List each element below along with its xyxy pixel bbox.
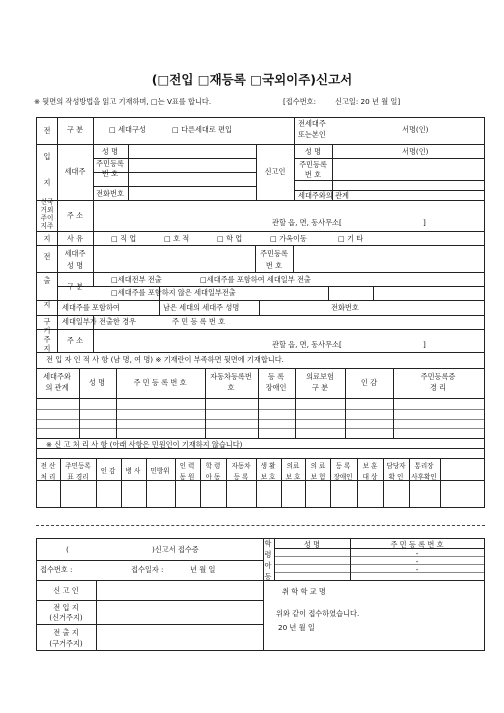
receipt-date: 20 년 월 일 [278, 623, 315, 632]
category-label: 구 분 [66, 125, 84, 134]
proc-col-1-top: 주민등록 [65, 462, 91, 470]
receipt-title-left: ( [66, 545, 69, 554]
notice-text: ※ 뒷면의 작성방법을 읽고 기재하며, □는 V표를 합니다. [34, 97, 212, 106]
option-household-form[interactable]: □ 세대구성 [109, 125, 146, 134]
proc-col-14-top: 통리장 [414, 462, 434, 470]
receipt-out-a: 전 출 지 [53, 628, 79, 637]
col-relation-top: 세대주와 [43, 372, 71, 381]
proc-col-5-bot: 동 원 [179, 473, 195, 481]
proc-col-11-bot: 장애인 [333, 473, 353, 481]
householder-label: 세대주 [64, 167, 86, 176]
out-admin-bracket: ] [423, 340, 426, 349]
reason-label: 사 유 [66, 234, 84, 243]
receipt-number: 접수번호 : [40, 565, 73, 574]
reason-house-move[interactable]: □ 가옥이동 [270, 234, 307, 243]
receipt-school-name: 취 학 학 교 명 [282, 587, 326, 596]
out-rrn-label-top: 주민등록 [260, 249, 288, 258]
proc-col-1-bot: 표 경리 [67, 473, 89, 481]
reporter-rrn-label-bottom: 번 호 [304, 170, 322, 179]
admin-office-label: 관할 읍, 면, 동사무소[ [272, 218, 342, 227]
school-side-2: 령 [264, 550, 272, 559]
out-side-4: 구 [43, 317, 51, 326]
proc-col-11-top: 등 록 [335, 462, 351, 470]
hh-rrn-label-top: 주민등록 [96, 159, 124, 168]
partial-move-label: 세대일부가 전출한 경우 [62, 317, 137, 326]
proc-col-7-top: 자동차 [231, 462, 251, 470]
proc-col-7-bot: 등 록 [233, 473, 249, 481]
processing-heading: ※ 신 고 처 리 사 항 (아래 사항은 민원인이 기재하지 않습니다) [46, 440, 243, 449]
receipt-out-b: (구거주지) [49, 639, 83, 648]
col-seal: 인 감 [360, 378, 378, 387]
proc-col-10-bot: 보 험 [310, 473, 326, 481]
receipt-in-b: (신거주지) [49, 613, 83, 622]
proc-col-9-top: 의료 [286, 462, 300, 470]
reason-job[interactable]: □ 직 업 [111, 234, 137, 243]
head-householder-top: 전세대주 [298, 119, 326, 128]
side-char-7: 지주 [40, 222, 54, 230]
proc-col-8-bot: 보 호 [260, 473, 276, 481]
col-relation-bottom: 의 관계 [45, 383, 69, 392]
report-date-label: 신고일: 20 년 월 일] [335, 97, 401, 106]
proc-col-4: 민방위 [150, 467, 170, 475]
reason-other[interactable]: □ 기 타 [338, 234, 364, 243]
school-side-3: 아 [264, 561, 272, 570]
out-address-label: 주 소 [66, 336, 84, 345]
rrn-dash-1: - [415, 549, 419, 558]
admin-bracket: ] [423, 218, 426, 227]
col-idcard-top: 주민등록증 [420, 372, 456, 381]
out-phone-label: 전화번호 [331, 303, 359, 312]
proc-col-10-top: 의 료 [310, 462, 326, 470]
cut-line [36, 525, 485, 526]
reporter-name-label: 성 명 [304, 147, 322, 156]
proc-col-12-bot: 대 상 [362, 473, 378, 481]
option-partial-with-hh[interactable]: □세대주를 포함하여 세대일부 전출 [200, 275, 311, 284]
reporter-label: 신고인 [264, 167, 286, 176]
out-hh-label-top: 세대주 [64, 249, 86, 258]
receipt-reporter: 신 고 인 [53, 586, 79, 595]
reporter-rrn-label-top: 주민등록 [299, 160, 327, 169]
relation-label: 세대주와의 관계 [298, 191, 349, 200]
col-name: 성 명 [88, 378, 106, 387]
receipt-ymd: 년 월 일 [190, 565, 216, 574]
out-side-6: 주 [43, 335, 51, 344]
proc-col-3: 병 사 [125, 467, 141, 475]
signature-2[interactable]: 서명(인) [402, 147, 429, 156]
proc-col-6-top: 학 령 [205, 462, 221, 470]
proc-col-14-bot: 사후확인 [411, 473, 437, 481]
rrn-dash-2: - [415, 557, 419, 566]
col-insurance-top: 의료보험 [306, 372, 334, 381]
out-category-label: 구 분 [66, 282, 84, 291]
col-rrn: 주 민 등 록 번 호 [133, 378, 187, 387]
side-char-2: 입 [43, 152, 51, 161]
option-join-household[interactable]: □ 다른세대로 편입 [172, 125, 232, 134]
out-hh-label-bottom: 성 명 [66, 261, 84, 270]
col-disabled-top: 등 록 [267, 372, 285, 381]
side-char-1: 전 [43, 126, 51, 135]
hh-rrn-label-bottom: 번 호 [101, 169, 119, 178]
head-householder-bottom: 또는본인 [298, 130, 326, 139]
receipt-confirm: 위와 같이 접수하였습니다. [276, 609, 360, 618]
out-admin-office-label: 관할 읍, 면, 동사무소[ [272, 340, 342, 349]
side-char-6: 주이 [40, 214, 54, 222]
include-hh-label: 세대주를 포함하여 [62, 303, 120, 312]
side-char-4: 신국 [40, 198, 54, 206]
proc-col-2: 인 감 [100, 467, 116, 475]
out-side-1: 전 [43, 252, 51, 261]
side-char-3: 지 [43, 178, 51, 187]
out-side-7: 지 [43, 344, 51, 353]
proc-col-0-top: 전 산 [40, 462, 56, 470]
receipt-number-label: [접수번호: [283, 97, 316, 106]
col-car-bottom: 호 [227, 383, 235, 392]
school-side-4: 동 [264, 572, 272, 581]
receipt-name-header: 성 명 [303, 540, 321, 549]
col-insurance-bottom: 구 분 [311, 383, 329, 392]
proc-col-13-bot: 확 인 [388, 473, 404, 481]
proc-col-6-bot: 아 동 [205, 473, 221, 481]
proc-col-9-bot: 보 호 [285, 473, 301, 481]
form-title: (□전입 □재등록 □국외이주)신고서 [151, 72, 353, 87]
proc-col-13-top: 담당자 [386, 462, 406, 470]
col-idcard-bottom: 경 리 [429, 383, 447, 392]
proc-col-0-bot: 처 리 [40, 473, 56, 481]
receipt-title: )신고서 접수증 [152, 545, 199, 554]
proc-col-5-top: 인 력 [179, 462, 195, 470]
move-in-heading: 전 입 자 인 적 사 항 (남 명, 여 명) ※ 기재란이 부족하면 뒷면에 기재합니다. [46, 355, 284, 364]
proc-col-8-top: 생 활 [260, 462, 276, 470]
out-rrn-full-label: 주 민 등 록 번 호 [172, 317, 226, 326]
reason-family-register[interactable]: □ 호 적 [164, 234, 190, 243]
out-side-3: 지 [43, 300, 51, 309]
hh-name-label: 성 명 [101, 147, 119, 156]
side-char-5: 거외 [40, 206, 54, 214]
col-disabled-bottom: 장애인 [265, 383, 287, 392]
receipt-in-a: 전 입 지 [53, 603, 79, 612]
proc-col-12-top: 보 훈 [362, 462, 378, 470]
reason-study[interactable]: □ 학 업 [217, 234, 243, 243]
remaining-hh-name-label: 남은 세대의 세대주 성명 [163, 303, 240, 312]
out-side-5: 거 [43, 326, 51, 335]
rrn-dash-3: - [415, 565, 419, 574]
receipt-date-label: 접수일자 : [131, 565, 164, 574]
hh-phone-label: 전화번호 [96, 189, 124, 198]
option-partial-without-hh[interactable]: □세대주를 포함하지 않은 세대일부전출 [111, 288, 236, 297]
col-car-top: 자동차등록번 [210, 372, 252, 381]
school-side-1: 학 [264, 539, 272, 548]
signature-1[interactable]: 서명(인) [402, 125, 429, 134]
reason-side-char: 지 [43, 234, 51, 243]
address-label: 주 소 [66, 211, 84, 220]
out-side-2: 출 [43, 276, 51, 285]
option-whole-household[interactable]: □세대전부 전출 [111, 275, 162, 284]
receipt-rrn-header: 주 민 등 록 번 호 [390, 540, 444, 549]
out-rrn-label-bottom: 번 호 [265, 261, 283, 270]
